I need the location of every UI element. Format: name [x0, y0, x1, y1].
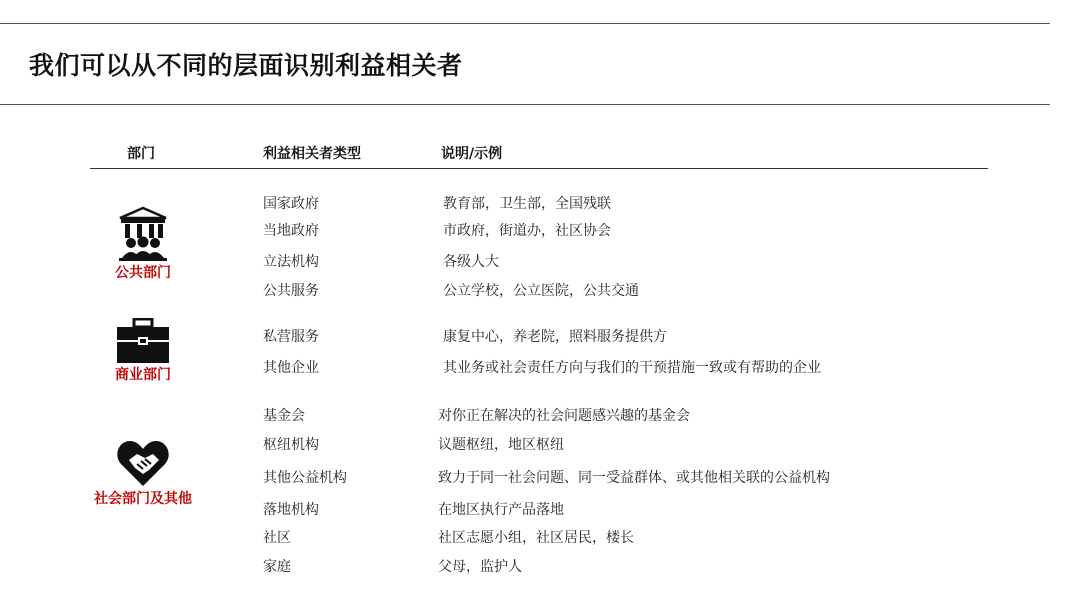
header-divider [90, 168, 988, 169]
page-title: 我们可以从不同的层面识别利益相关者 [29, 51, 463, 80]
table-row [0, 193, 1080, 213]
title-divider [0, 104, 1050, 105]
stakeholder-type: 公共服务 [263, 283, 319, 299]
table-row [0, 556, 1080, 576]
column-header-type: 利益相关者类型 [263, 146, 361, 162]
stakeholder-type: 当地政府 [263, 223, 319, 239]
stakeholder-desc: 对你正在解决的社会问题感兴趣的基金会 [438, 408, 690, 424]
stakeholder-desc: 议题枢纽，地区枢纽 [438, 437, 564, 453]
stakeholder-type: 家庭 [263, 559, 291, 575]
table-row [0, 467, 1080, 487]
stakeholder-desc: 公立学校，公立医院，公共交通 [443, 283, 639, 299]
column-header-dept: 部门 [127, 146, 155, 162]
stakeholder-desc: 社区志愿小组，社区居民，楼长 [438, 530, 634, 546]
table-row [0, 251, 1080, 271]
stakeholder-desc: 其业务或社会责任方向与我们的干预措施一致或有帮助的企业 [443, 360, 821, 376]
stakeholder-desc: 致力于同一社会问题、同一受益群体、或其他相关联的公益机构 [438, 470, 830, 486]
stakeholder-desc: 在地区执行产品落地 [438, 502, 564, 518]
dept-label-business: 商业部门 [115, 367, 171, 383]
column-header-desc: 说明/示例 [441, 146, 503, 162]
stakeholder-desc: 市政府，街道办，社区协会 [443, 223, 611, 239]
stakeholder-type: 社区 [263, 530, 291, 546]
stakeholder-type: 私营服务 [263, 329, 319, 345]
table-row [0, 434, 1080, 454]
stakeholder-type: 枢纽机构 [263, 437, 319, 453]
table-row [0, 220, 1080, 240]
stakeholder-desc: 各级人大 [443, 254, 499, 270]
table-row [0, 357, 1080, 377]
top-divider [0, 23, 1050, 24]
stakeholder-desc: 康复中心，养老院，照料服务提供方 [443, 329, 667, 345]
table-row [0, 405, 1080, 425]
table-row [0, 280, 1080, 300]
table-row [0, 326, 1080, 346]
dept-label-social: 社会部门及其他 [94, 491, 192, 507]
stakeholder-desc: 父母，监护人 [438, 559, 522, 575]
stakeholder-type: 其他公益机构 [263, 470, 347, 486]
dept-label-public: 公共部门 [115, 265, 171, 281]
table-row [0, 499, 1080, 519]
table-row [0, 527, 1080, 547]
stakeholder-type: 其他企业 [263, 360, 319, 376]
stakeholder-type: 国家政府 [263, 196, 319, 212]
stakeholder-type: 基金会 [263, 408, 305, 424]
stakeholder-desc: 教育部，卫生部，全国残联 [443, 196, 611, 212]
stakeholder-type: 落地机构 [263, 502, 319, 518]
stakeholder-type: 立法机构 [263, 254, 319, 270]
